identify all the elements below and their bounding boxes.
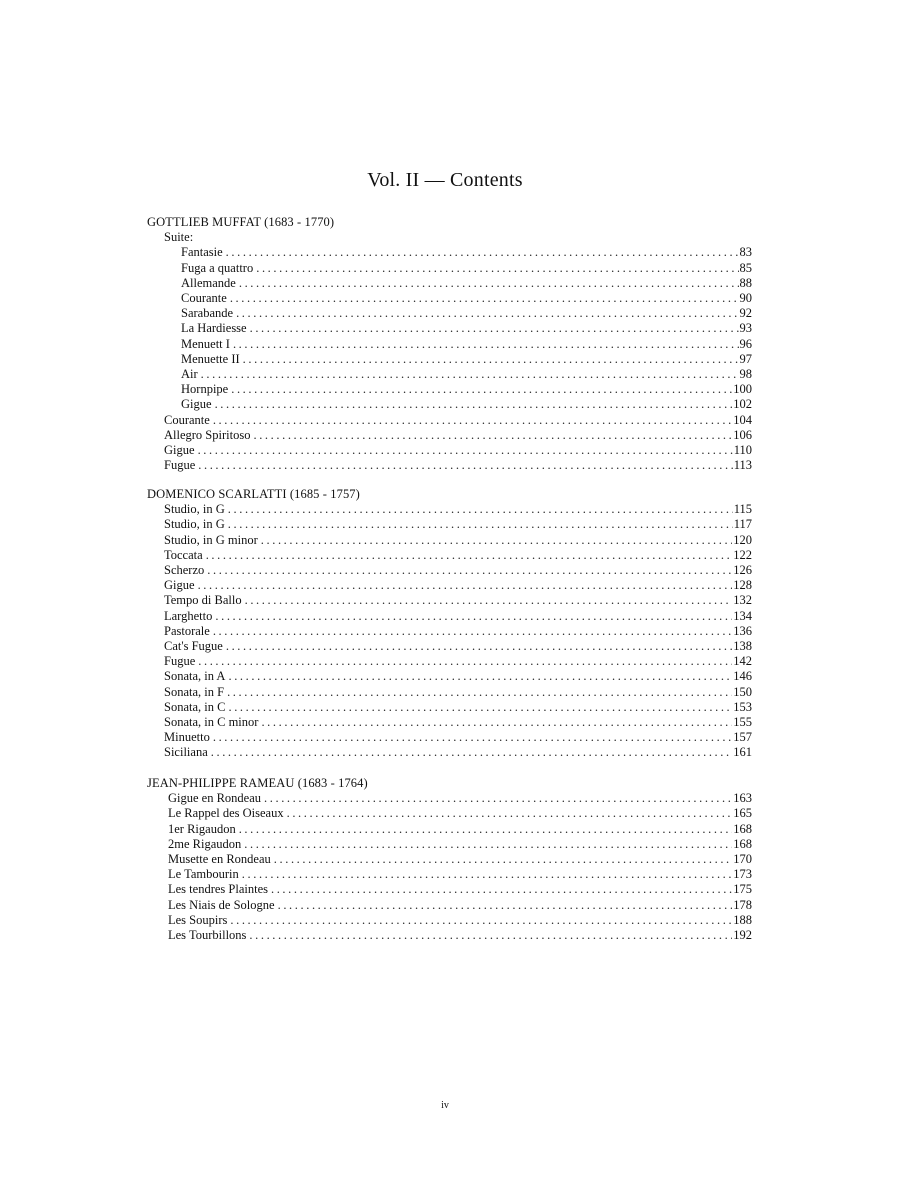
entry-title: Hornpipe xyxy=(181,382,229,397)
entry-page-number: 136 xyxy=(733,623,752,638)
entry-title: Sonata, in A xyxy=(164,669,226,684)
entry-page-number: 98 xyxy=(739,367,752,381)
entry-page-number: 122 xyxy=(733,547,752,562)
dot-leader xyxy=(226,245,739,260)
entry-title: Scherzo xyxy=(164,563,205,577)
dot-leader xyxy=(287,806,733,821)
entry-page-number: 173 xyxy=(733,867,752,882)
entry-page-number: 96 xyxy=(739,336,752,351)
entry-title: Fantasie xyxy=(181,245,223,260)
entry-page-number: 102 xyxy=(733,397,752,412)
dot-leader xyxy=(250,321,739,336)
entry-title: Fugue xyxy=(164,458,196,473)
toc-entry[interactable] xyxy=(164,533,752,548)
entry-page-number: 83 xyxy=(739,245,752,260)
entry-title: 1er Rigaudon xyxy=(168,821,236,836)
dot-leader xyxy=(206,548,733,563)
dot-leader xyxy=(244,837,732,852)
dot-leader xyxy=(213,624,732,639)
entry-page-number: 100 xyxy=(733,382,752,397)
toc-entry[interactable] xyxy=(181,276,752,291)
dot-leader xyxy=(245,593,733,608)
dot-leader xyxy=(198,578,733,593)
entry-title: Larghetto xyxy=(164,608,213,623)
entry-page-number: 132 xyxy=(733,593,752,608)
dot-leader xyxy=(230,913,732,928)
entry-title: Studio, in G xyxy=(164,517,225,532)
toc-entry[interactable] xyxy=(168,852,752,867)
entry-page-number: 120 xyxy=(733,532,752,547)
entry-title: Allegro Spiritoso xyxy=(164,427,251,442)
toc-entry[interactable] xyxy=(181,382,752,397)
entry-title: Les Niais de Sologne xyxy=(168,897,275,912)
toc-entry[interactable] xyxy=(164,745,752,760)
dot-leader xyxy=(278,898,733,913)
dot-leader xyxy=(211,745,733,760)
dot-leader xyxy=(242,867,732,882)
entry-title: Sonata, in C xyxy=(164,699,226,714)
entry-title: Courante xyxy=(164,412,210,427)
entry-title: Sonata, in C minor xyxy=(164,715,259,729)
toc-entry[interactable] xyxy=(168,928,752,943)
dot-leader xyxy=(213,730,732,745)
dot-leader xyxy=(261,533,732,548)
entry-page-number: 170 xyxy=(733,852,752,866)
entry-title: Allemande xyxy=(181,275,236,290)
entry-title: Tempo di Ballo xyxy=(164,593,242,608)
entry-page-number: 165 xyxy=(733,806,752,821)
toc-entry[interactable] xyxy=(164,685,752,700)
entry-page-number: 188 xyxy=(733,912,752,927)
entry-page-number: 115 xyxy=(733,502,752,517)
composer-heading: GOTTLIEB MUFFAT (1683 - 1770) xyxy=(147,215,335,229)
entry-title: Gigue xyxy=(164,578,195,593)
entry-page-number: 106 xyxy=(733,427,752,442)
entry-page-number: 126 xyxy=(733,563,752,577)
dot-leader xyxy=(230,291,739,306)
dot-leader xyxy=(198,458,732,473)
toc-entry[interactable] xyxy=(168,837,752,852)
entry-title: Pastorale xyxy=(164,623,210,638)
entry-title: Minuetto xyxy=(164,730,210,745)
toc-entry[interactable] xyxy=(164,458,752,473)
toc-entry[interactable] xyxy=(164,639,752,654)
dot-leader xyxy=(243,352,739,367)
toc-entry[interactable] xyxy=(164,548,752,563)
dot-leader xyxy=(274,852,732,867)
entry-page-number: 104 xyxy=(733,412,752,427)
entry-page-number: 138 xyxy=(733,639,752,653)
toc-entry[interactable] xyxy=(164,578,752,593)
dot-leader xyxy=(253,428,732,443)
dot-leader xyxy=(227,685,732,700)
entry-title: Sarabande xyxy=(181,306,234,321)
dot-leader xyxy=(228,502,733,517)
toc-entry[interactable] xyxy=(181,321,752,336)
entry-title: Air xyxy=(181,367,198,381)
toc-entry[interactable] xyxy=(164,428,752,443)
entry-title: Le Tambourin xyxy=(168,867,239,882)
entry-title: Gigue xyxy=(181,397,212,412)
toc-entry[interactable] xyxy=(181,261,752,276)
dot-leader xyxy=(213,413,732,428)
toc-entry[interactable] xyxy=(168,822,752,837)
page-number: iv xyxy=(441,1100,449,1111)
dot-leader xyxy=(215,609,732,624)
page-title: Vol. II — Contents xyxy=(367,169,523,191)
toc-entry[interactable] xyxy=(164,715,752,730)
entry-title: Gigue xyxy=(164,443,195,457)
entry-title: Les tendres Plaintes xyxy=(168,882,268,897)
entry-title: Studio, in G xyxy=(164,502,225,517)
entry-page-number: 168 xyxy=(733,821,752,836)
entry-page-number: 157 xyxy=(733,730,752,745)
toc-entry[interactable] xyxy=(164,730,752,745)
dot-leader xyxy=(207,563,732,578)
entry-page-number: 88 xyxy=(739,275,752,290)
dot-leader xyxy=(233,337,739,352)
entry-title: Siciliana xyxy=(164,745,208,760)
entry-title: La Hardiesse xyxy=(181,321,247,336)
entry-title: Sonata, in F xyxy=(164,684,225,699)
entry-page-number: 142 xyxy=(733,654,752,669)
entry-title: Cat's Fugue xyxy=(164,639,223,653)
toc-entry[interactable] xyxy=(164,517,752,532)
entry-page-number: 85 xyxy=(739,260,752,275)
dot-leader xyxy=(231,382,732,397)
toc-entry[interactable] xyxy=(168,898,752,913)
entry-title: Toccata xyxy=(164,547,203,562)
dot-leader xyxy=(271,882,732,897)
entry-title: Menuett I xyxy=(181,336,230,351)
entry-page-number: 178 xyxy=(733,897,752,912)
dot-leader xyxy=(228,517,733,532)
dot-leader xyxy=(201,367,739,382)
toc-entry[interactable] xyxy=(181,337,752,352)
toc-entry[interactable] xyxy=(168,791,752,806)
toc-entry[interactable] xyxy=(181,397,752,412)
toc-entry[interactable] xyxy=(164,654,752,669)
entry-title: Gigue en Rondeau xyxy=(168,791,262,806)
toc-entry[interactable] xyxy=(164,593,752,608)
dot-leader xyxy=(239,276,739,291)
entry-title: Fuga a quattro xyxy=(181,260,254,275)
toc-entry[interactable] xyxy=(164,669,752,684)
toc-entry[interactable] xyxy=(164,700,752,715)
entry-page-number: 90 xyxy=(739,291,752,305)
toc-entry[interactable] xyxy=(168,867,752,882)
toc-entry[interactable] xyxy=(181,245,752,260)
entry-title: Fugue xyxy=(164,654,196,669)
entry-title: Les Tourbillons xyxy=(168,928,247,942)
dot-leader xyxy=(228,700,732,715)
entry-page-number: 97 xyxy=(739,351,752,366)
toc-entry[interactable] xyxy=(168,882,752,897)
dot-leader xyxy=(198,443,733,458)
entry-page-number: 161 xyxy=(733,745,752,760)
dot-leader xyxy=(239,822,733,837)
toc-entry[interactable] xyxy=(181,367,752,382)
entry-page-number: 146 xyxy=(733,669,752,684)
entry-page-number: 117 xyxy=(733,517,752,532)
entry-title: Courante xyxy=(181,291,227,305)
toc-entry[interactable] xyxy=(164,563,752,578)
toc-entry[interactable] xyxy=(181,352,752,367)
entry-page-number: 175 xyxy=(733,882,752,897)
entry-title: Le Rappel des Oiseaux xyxy=(168,806,284,821)
entry-page-number: 192 xyxy=(733,928,752,942)
entry-page-number: 155 xyxy=(733,715,752,729)
suite-subheading: Suite: xyxy=(164,230,194,245)
entry-page-number: 110 xyxy=(733,443,752,457)
entry-page-number: 128 xyxy=(733,578,752,593)
toc-entry[interactable] xyxy=(181,291,752,306)
entry-title: Les Soupirs xyxy=(168,912,228,927)
entry-title: Studio, in G minor xyxy=(164,532,258,547)
toc-entry[interactable] xyxy=(164,624,752,639)
toc-entry[interactable] xyxy=(181,306,752,321)
toc-entry[interactable] xyxy=(164,443,752,458)
entry-page-number: 153 xyxy=(733,699,752,714)
toc-entry[interactable] xyxy=(164,413,752,428)
toc-entry[interactable] xyxy=(164,609,752,624)
dot-leader xyxy=(215,397,733,412)
entry-title: 2me Rigaudon xyxy=(168,836,242,851)
entry-page-number: 93 xyxy=(739,321,752,336)
entry-page-number: 150 xyxy=(733,684,752,699)
entry-title: Menuette II xyxy=(181,351,240,366)
composer-heading: DOMENICO SCARLATTI (1685 - 1757) xyxy=(147,487,360,501)
entry-page-number: 113 xyxy=(733,458,752,473)
dot-leader xyxy=(256,261,738,276)
dot-leader xyxy=(264,791,732,806)
entry-page-number: 168 xyxy=(733,836,752,851)
composer-heading: JEAN-PHILIPPE RAMEAU (1683 - 1764) xyxy=(147,776,368,790)
dot-leader xyxy=(198,654,732,669)
toc-entry[interactable] xyxy=(168,913,752,928)
dot-leader xyxy=(226,639,732,654)
entry-title: Musette en Rondeau xyxy=(168,852,271,866)
entry-page-number: 92 xyxy=(739,306,752,321)
dot-leader xyxy=(236,306,738,321)
entry-page-number: 134 xyxy=(733,608,752,623)
toc-entry[interactable] xyxy=(164,502,752,517)
entry-page-number: 163 xyxy=(733,791,752,806)
dot-leader xyxy=(228,669,732,684)
dot-leader xyxy=(261,715,732,730)
toc-entry[interactable] xyxy=(168,806,752,821)
dot-leader xyxy=(249,928,732,943)
